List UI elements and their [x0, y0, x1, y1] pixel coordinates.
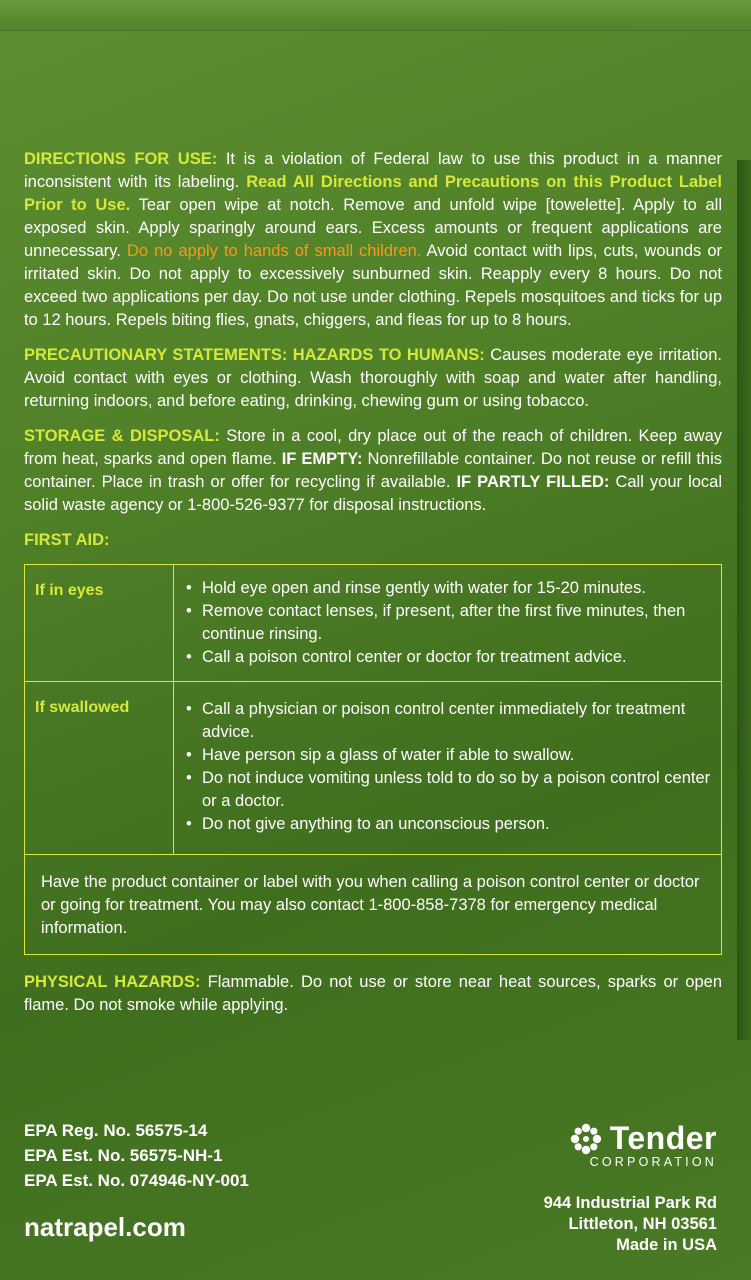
swallowed-step: • Do not induce vomiting unless told to do so by a poison control center or a doctor. — [186, 767, 711, 813]
address-line: Littleton, NH 03561 — [568, 1215, 717, 1233]
eyes-step: • Hold eye open and rinse gently with water for 15-20 minutes. — [186, 577, 711, 600]
epa-numbers — [24, 1118, 249, 1193]
eyes-label: If in eyes — [25, 565, 174, 682]
precautionary-section — [24, 344, 722, 413]
side-edge — [737, 160, 751, 1040]
swallowed-step: • Have person sip a glass of water if able to swallow. — [186, 744, 711, 767]
eyes-step: • Call a poison control center or doctor for treatment advice. — [186, 646, 711, 669]
brand-subtitle: CORPORATION — [589, 1155, 717, 1169]
first-aid-note: Have the product container or label with you when calling a poison control center or doctor or going for treatment. You may also contact 1-800-858-7378 for emergency medical information. — [25, 855, 722, 955]
storage-section — [24, 425, 722, 517]
brand-block — [544, 1120, 717, 1256]
first-aid-row-eyes — [25, 565, 722, 682]
made-in-usa: Made in USA — [616, 1236, 717, 1254]
precautionary-label: PRECAUTIONARY STATEMENTS: HAZARDS TO HUMANS: — [24, 346, 485, 364]
eyes-step: • Remove contact lenses, if present, after the first five minutes, then continue rinsing. — [186, 600, 711, 646]
storage-label: STORAGE & DISPOSAL: — [24, 427, 220, 445]
epa-est-number: EPA Est. No. 56575-NH-1 — [24, 1146, 223, 1165]
directions-label: DIRECTIONS FOR USE: — [24, 150, 218, 168]
directions-text-2: Tear open wipe at notch. Remove and unfold wipe [towelette]. Apply to all exposed skin. Apply sparingly around ears. Excess amounts or frequent applications are unnecessary. — [24, 196, 723, 260]
brand-logo — [544, 1120, 717, 1157]
first-aid-label: FIRST AID: — [24, 531, 110, 549]
precautionary-text: Causes moderate eye irritation. Avoid contact with eyes or clothing. Wash thoroughly with soap and water after handling, returning indoors, and before eating, drinking, chewing gum or using tobacco. — [24, 346, 722, 410]
eyes-steps — [174, 565, 722, 682]
brand-address — [544, 1193, 717, 1256]
if-partly-filled-label: IF PARTLY FILLED: — [456, 473, 610, 491]
children-warning: Do no apply to hands of small children. — [126, 242, 422, 260]
swallowed-steps — [174, 682, 722, 855]
if-empty-label: IF EMPTY: — [281, 450, 363, 468]
first-aid-row-swallowed — [25, 682, 722, 855]
epa-reg-number: EPA Reg. No. 56575-14 — [24, 1121, 208, 1140]
physical-hazards-section — [24, 971, 722, 1017]
directions-text-3: Avoid contact with lips, cuts, wounds or irritated skin. Do not apply to excessively sunburned skin. Reapply every 8 hours. Do not exceed two applications per day. Do not use under clothing. Repels mosquitoes and ticks for up to 12 hours. Repels biting flies, gnats, chiggers, and fleas for up to 8 hours. — [24, 242, 723, 329]
physical-hazards-label: PHYSICAL HAZARDS: — [24, 973, 201, 991]
website-url[interactable]: natrapel.com — [24, 1212, 186, 1242]
top-flap — [0, 0, 751, 31]
first-aid-row-note — [25, 855, 722, 955]
swallowed-label: If swallowed — [25, 682, 174, 855]
read-all-directions: Read All Directions and Precautions on this Product Label Prior to Use. — [24, 173, 722, 214]
first-aid-table — [24, 564, 722, 955]
epa-est-number: EPA Est. No. 074946-NY-001 — [24, 1171, 249, 1190]
physical-hazards-text: Flammable. Do not use or store near heat sources, sparks or open flame. Do not smoke while applying. — [24, 973, 722, 1014]
swallowed-step: • Do not give anything to an unconscious person. — [186, 813, 711, 836]
label-content — [24, 148, 722, 1029]
address-line: 944 Industrial Park Rd — [543, 1194, 717, 1212]
brand-name: Tender — [609, 1120, 717, 1156]
storage-text-2: Nonrefillable container. Do not reuse or refill this container. Place in trash or offer for recycling if available. — [24, 450, 722, 491]
directions-text-1: It is a violation of Federal law to use this product in a manner inconsistent with its labeling. — [24, 150, 722, 191]
tender-flower-icon — [568, 1121, 604, 1157]
storage-text-1: Store in a cool, dry place out of the reach of children. Keep away from heat, sparks and open flame. — [24, 427, 722, 468]
swallowed-step: • Call a physician or poison control center immediately for treatment advice. — [186, 698, 711, 744]
storage-text-3: Call your local solid waste agency or 1-800-526-9377 for disposal instructions. — [24, 473, 722, 514]
directions-section — [24, 148, 722, 332]
